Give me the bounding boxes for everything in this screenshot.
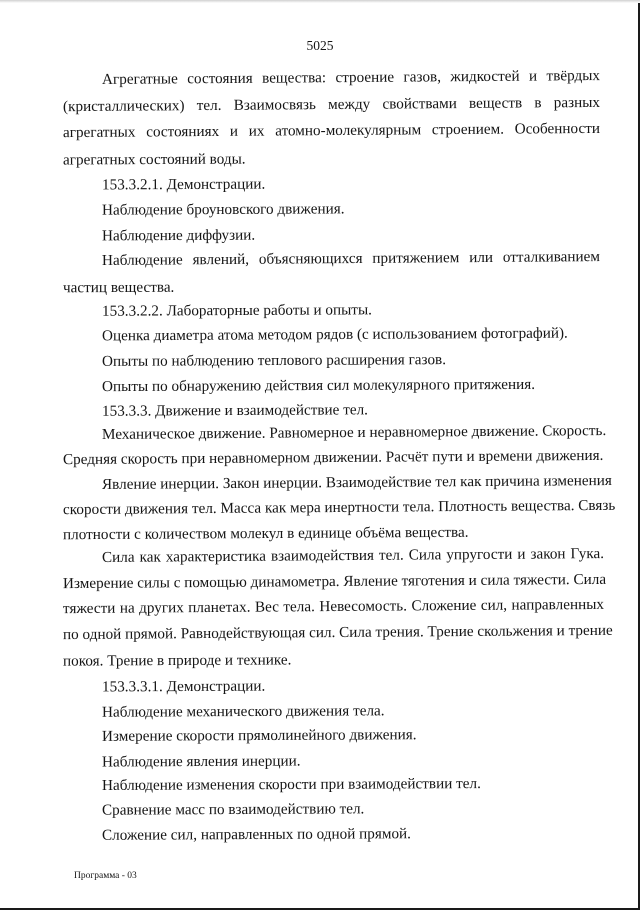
scan-edge xyxy=(0,0,640,3)
text-line: Механическое движение. Равномерное и неравномерное движение. Скорость. xyxy=(101,422,607,443)
page-number: 5025 xyxy=(306,38,334,53)
text-line: Наблюдение диффузии. xyxy=(101,226,256,245)
text-line: Измерение силы с помощью динамометра. Явление тяготения и сила тяжести. Сила xyxy=(62,570,607,593)
text-line: частиц вещества. xyxy=(62,278,175,297)
text-line: плотности с количеством молекул в единице объёма вещества. xyxy=(62,523,469,544)
section-heading: 153.3.2.1. Демонстрации. xyxy=(101,175,266,194)
text-line: (кристаллических) тел. Взаимосвязь между свойствами веществ в разных xyxy=(62,93,601,116)
text-line: Явление инерции. Закон инерции. Взаимодействие тел как причина изменения xyxy=(101,471,612,493)
text-line: Агрегатные состояния вещества: строение газов, жидкостей и твёрдых xyxy=(101,67,601,88)
text-line: Сравнение масс по взаимодействию тел. xyxy=(101,800,365,819)
text-line: агрегатных состояний воды. xyxy=(62,150,246,169)
text-line: Наблюдение явления инерции. xyxy=(101,752,301,771)
text-line: покоя. Трение в природе и технике. xyxy=(62,651,292,670)
section-heading: 153.3.2.2. Лабораторные работы и опыты. xyxy=(101,301,372,320)
text-line: Наблюдение механического движения тела. xyxy=(101,702,385,721)
text-line: Опыты по обнаружению действия сил молекулярного притяжения. xyxy=(101,375,536,396)
text-line: Оценка диаметра атома методом рядов (с использованием фотографий). xyxy=(101,324,568,345)
text-line: агрегатных состояниях и их атомно-молекулярным строением. Особенности xyxy=(62,119,601,142)
text-line: по одной прямой. Равнодействующая сил. Сила трения. Трение скольжения и трение xyxy=(62,621,613,644)
section-heading: 153.3.3.1. Демонстрации. xyxy=(101,677,266,696)
text-line: Сложение сил, направленных по одной прямой. xyxy=(101,825,411,844)
section-heading: 153.3.3. Движение и взаимодействие тел. xyxy=(101,401,368,420)
text-line: Средняя скорость при неравномерном движении. Расчёт пути и времени движения. xyxy=(62,446,604,469)
text-line: Наблюдение явлений, объясняющихся притяжением или отталкиванием xyxy=(101,248,601,269)
text-line: Сила как характеристика взаимодействия тел. Сила упругости и закон Гука. xyxy=(101,545,605,566)
text-line: Измерение скорости прямолинейного движения. xyxy=(101,726,417,745)
text-line: Опыты по наблюдению теплового расширения газов. xyxy=(101,351,447,370)
text-line: Наблюдение броуновского движения. xyxy=(101,200,345,219)
text-line: Наблюдение изменения скорости при взаимодействии тел. xyxy=(101,775,481,794)
text-line: тяжести на других планетах. Вес тела. Невесомость. Сложение сил, направленных xyxy=(62,595,605,618)
page-footer: Программа - 03 xyxy=(74,871,137,881)
text-line: скорости движения тел. Масса как мера инертности тела. Плотность вещества. Связь xyxy=(62,496,616,519)
